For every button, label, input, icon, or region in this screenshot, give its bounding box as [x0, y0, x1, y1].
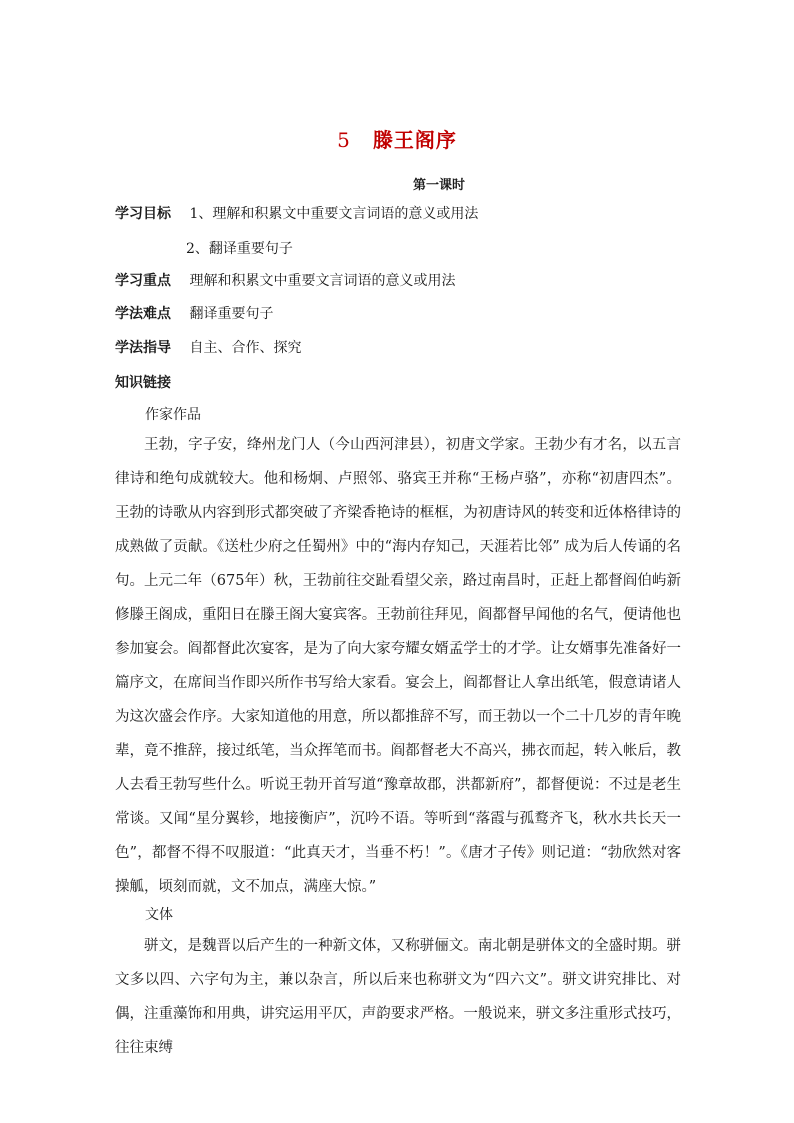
- author-paragraph: 王勃，字子安，绛州龙门人（今山西河津县），初唐文学家。王勃少有才名，以五言律诗和绝句成就较大。他和杨炯、卢照邻、骆宾王并称“王杨卢骆”，亦称“初唐四杰”。王勃的诗歌从内容到形式都突破了齐梁香艳诗的框框，为初唐诗风的转变和近体格律诗的成熟做了贡献。《送杜少府之任蜀州》中的“海内存知己，天涯若比邻” 成为后人传诵的名句。: [115, 437, 681, 589]
- objective-item-1: 1、理解和积累文中重要文言词语的意义或用法: [189, 206, 479, 222]
- key-point-label: 学习重点: [115, 273, 171, 289]
- lesson-number: 5: [337, 128, 351, 152]
- lesson-period: 第一课时: [413, 178, 466, 193]
- objectives-label: 学习目标: [115, 206, 171, 222]
- guidance-value: 自主、合作、探究: [189, 340, 302, 356]
- guidance-row: [115, 338, 301, 358]
- page-title: [0, 124, 794, 153]
- style-heading: 文体: [145, 907, 173, 923]
- background-paragraph: 上元二年（675年）秋，王勃前往交趾看望父亲，路过南昌时，正赶上都督阎伯屿新修滕王阁成，重阳日在滕王阁大宴宾客。王勃前往拜见，阎都督早闻他的名气，便请他也参加宴会。阎都督此次宴客，是为了向大家夸耀女婿孟学士的才学。让女婿事先准备好一篇序文，在席间当作即兴所作书写给大家看。宴会上，阎都督让人拿出纸笔，假意请诸人为这次盛会作序。大家知道他的用意，所以都推辞不写，而王勃以一个二十几岁的青年晚辈，竟不推辞，接过纸笔，当众挥笔而书。阎都督老大不高兴，拂衣而起，转入帐后，教人去看王勃写些什么。听说王勃开首写道“豫章故郡，洪都新府”，都督便说：不过是老生常谈。又闻“星分翼轸，地接衡庐”，沉吟不语。等听到“落霞与孤鹜齐飞，秋水共长天一色”，都督不得不叹服道：“此真天才，当垂不朽！”。《唐才子传》则记道：“勃欣然对客操觚，顷刻而就，文不加点，满座大惊。”: [115, 573, 681, 895]
- difficulty-row: [115, 304, 273, 324]
- lesson-title: 滕王阁序: [372, 128, 457, 152]
- difficulty-value: 翻译重要句子: [189, 306, 274, 322]
- knowledge-heading: 知识链接: [115, 375, 171, 391]
- key-point-value: 理解和积累文中重要文言词语的意义或用法: [189, 273, 456, 289]
- key-point-row: [115, 271, 455, 291]
- style-paragraph: 骈文，是魏晋以后产生的一种新文体，又称骈俪文。南北朝是骈体文的全盛时期。骈文多以四、六字句为主，兼以杂言，所以后来也称骈文为“四六文”。骈文讲究排比、对偶，注重藻饰和用典，讲究运用平仄，声韵要求严格。一般说来，骈文多注重形式技巧，往往束缚: [115, 938, 681, 1056]
- difficulty-label: 学法难点: [115, 306, 171, 322]
- author-works-heading: 作家作品: [145, 407, 201, 423]
- objective-item-2: 2、翻译重要句子: [186, 241, 293, 257]
- objectives-row: [115, 204, 478, 224]
- guidance-label: 学法指导: [115, 340, 171, 356]
